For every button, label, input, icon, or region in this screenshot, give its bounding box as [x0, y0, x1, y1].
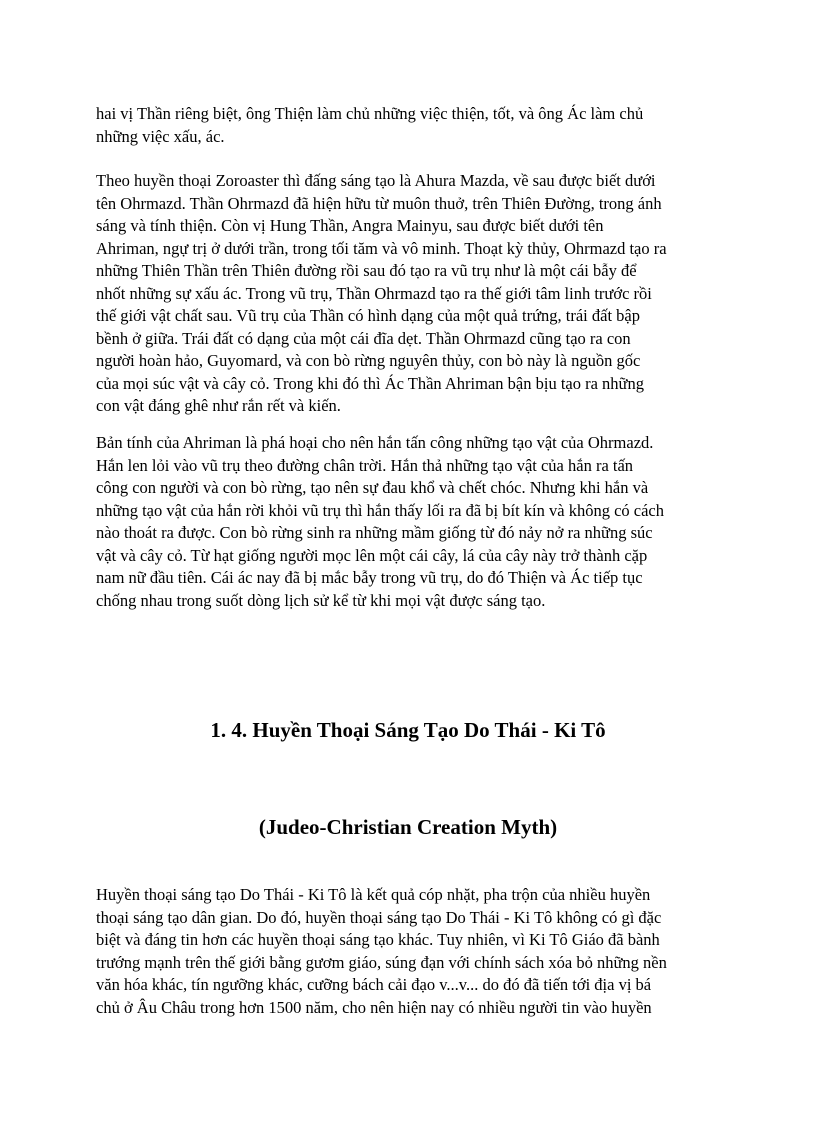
- paragraph-line: trướng mạnh trên thế giới bằng gươm giáo, súng đạn với chính sách xóa bỏ những nền: [96, 952, 667, 972]
- paragraph-line: những tạo vật của hắn rời khỏi vũ trụ thì hắn thấy lối ra đã bị bít kín và không có cách: [96, 500, 664, 520]
- section-subheading: (Judeo-Christian Creation Myth): [258, 815, 558, 839]
- section-heading: 1. 4. Huyền Thoại Sáng Tạo Do Thái - Ki Tô: [210, 718, 606, 742]
- paragraph-1: [96, 103, 720, 148]
- paragraph-line: hai vị Thần riêng biệt, ông Thiện làm chủ những việc thiện, tốt, và ông Ác làm chủ: [96, 104, 644, 123]
- paragraph-line: Hắn len lỏi vào vũ trụ theo đường chân trời. Hắn thả những tạo vật của hắn ra tấn: [96, 455, 634, 475]
- paragraph-line: Theo huyền thoại Zoroaster thì đấng sáng tạo là Ahura Mazda, về sau được biết dưới: [96, 171, 656, 190]
- paragraph-line: chống nhau trong suốt dòng lịch sử kể từ khi mọi vật được sáng tạo.: [96, 590, 546, 610]
- paragraph-line: công con người và con bò rừng, tạo nên sự đau khổ và chết chóc. Nhưng khi hắn và: [96, 478, 649, 497]
- paragraph-line: thoại sáng tạo dân gian. Do đó, huyền thoại sáng tạo Do Thái - Ki Tô không có gì đặc: [96, 907, 662, 927]
- paragraph-line: của mọi súc vật và cây cỏ. Trong khi đó thì Ác Thần Ahriman bận bịu tạo ra những: [96, 373, 644, 393]
- paragraph-line: nam nữ đầu tiên. Cái ác nay đã bị mắc bẫy trong vũ trụ, do đó Thiện và Ác tiếp tục: [96, 568, 643, 587]
- paragraph-2: [96, 170, 720, 418]
- paragraph-line: người hoàn hảo, Guyomard, và con bò rừng nguyên thủy, con bò này là nguồn gốc: [96, 351, 641, 370]
- paragraph-3: [96, 432, 720, 612]
- paragraph-line: văn hóa khác, tín ngưỡng khác, cưỡng bách cải đạo v...v... do đó đã tiến tới địa vị bá: [96, 975, 652, 994]
- paragraph-line: con vật đáng ghê như rắn rết và kiến.: [96, 396, 341, 415]
- paragraph-line: thế giới vật chất sau. Vũ trụ của Thần có hình dạng của một quả trứng, trái đất bập: [96, 306, 640, 325]
- paragraph-line: những Thiên Thần trên Thiên đường rồi sau đó tạo ra vũ trụ như là một cái bẫy để: [96, 261, 637, 280]
- paragraph-line: bềnh ở giữa. Trái đất có dạng của một cái đĩa dẹt. Thần Ohrmazd cũng tạo ra con: [96, 328, 631, 348]
- paragraph-4: [96, 884, 720, 1019]
- paragraph-line: biệt và đáng tin hơn các huyền thoại sáng tạo khác. Tuy nhiên, vì Ki Tô Giáo đã bành: [96, 930, 660, 949]
- paragraph-line: sáng và tính thiện. Còn vị Hung Thần, Angra Mainyu, sau được biết dưới tên: [96, 216, 604, 235]
- paragraph-line: nhốt những sự xấu ác. Trong vũ trụ, Thần Ohrmazd tạo ra thế giới tâm linh trước rồi: [96, 283, 652, 303]
- paragraph-line: Huyền thoại sáng tạo Do Thái - Ki Tô là kết quả cóp nhặt, pha trộn của nhiều huyền: [96, 885, 651, 904]
- paragraph-line: Bản tính của Ahriman là phá hoại cho nên hắn tấn công những tạo vật của Ohrmazd.: [96, 433, 654, 452]
- paragraph-line: tên Ohrmazd. Thần Ohrmazd đã hiện hữu từ muôn thuở, trên Thiên Đường, trong ánh: [96, 193, 662, 213]
- paragraph-line: chủ ở Âu Châu trong hơn 1500 năm, cho nên hiện nay có nhiều người tin vào huyền: [96, 997, 652, 1017]
- paragraph-line: Ahriman, ngự trị ở dưới trần, trong tối tăm và vô minh. Thoạt kỳ thủy, Ohrmazd tạo ra: [96, 238, 667, 258]
- paragraph-line: nào thoát ra được. Con bò rừng sinh ra những mầm giống từ đó nảy nở ra những súc: [96, 523, 653, 542]
- paragraph-line: những việc xấu, ác.: [96, 126, 225, 146]
- paragraph-line: vật và cây cỏ. Từ hạt giống người mọc lên một cái cây, lá của cây này trở thành cặp: [96, 545, 648, 565]
